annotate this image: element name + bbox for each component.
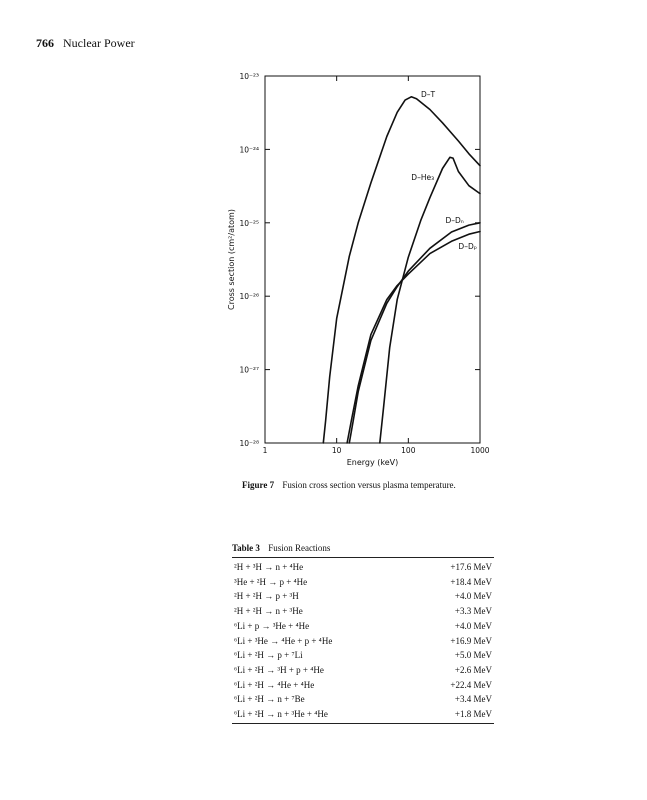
energy-cell: +16.9 MeV [450,635,492,646]
energy-cell: +5.0 MeV [454,650,492,661]
energy-cell: +18.4 MeV [450,576,492,587]
table-row [232,634,494,649]
table-title-text: Fusion Reactions [268,543,331,553]
figure-caption-text: Fusion cross section versus plasma temperature. [282,480,456,490]
reaction-cell: ⁶Li + ²H → n + ³He + ⁴He [234,709,328,720]
table-row [232,604,494,619]
y-tick-label: 10⁻²⁵ [239,218,259,228]
reaction-cell: ⁶Li + ³He → ⁴He + p + ⁴He [234,635,333,646]
reaction-cell: ⁶Li + ²H → p + ⁷Li [234,650,303,661]
table-row [232,560,494,575]
table-row [232,678,494,693]
energy-cell: +4.0 MeV [454,620,492,631]
reaction-cell: ²H + ²H → n + ³He [234,606,303,617]
table-row [232,648,494,663]
table-bottom-rule [232,723,494,724]
figure-number: Figure 7 [242,480,275,490]
reaction-cell: ²H + ³H → n + ⁴He [234,562,304,572]
reaction-cell: ⁶Li + p → ³He + ⁴He [234,620,310,631]
x-axis-title: Energy (keV) [346,458,399,467]
series-label: D–T [420,89,436,99]
energy-cell: +2.6 MeV [454,664,492,675]
energy-cell: +22.4 MeV [450,679,492,690]
series-line [380,157,480,443]
y-tick-label: 10⁻²⁶ [239,292,259,302]
series-line [347,232,480,444]
y-tick-label: 10⁻²⁴ [239,145,259,155]
table-row [232,589,494,604]
series-line [323,97,480,443]
series-label: D–Dₚ [458,241,477,251]
table-row [232,663,494,678]
y-axis-title: Cross section (cm²/atom) [227,209,236,310]
x-tick-label: 10 [331,446,342,455]
reaction-cell: ⁶Li + ²H → ⁴He + ⁴He [234,679,315,690]
table-row [232,575,494,590]
reaction-cell: ³He + ²H → p + ⁴He [234,576,308,587]
fusion-reactions-table [232,560,494,722]
x-tick-label: 100 [401,446,416,455]
energy-cell: +3.4 MeV [454,694,492,705]
table-top-rule [232,557,494,558]
energy-cell: +4.0 MeV [454,591,492,602]
series-label: D–He₃ [411,173,435,183]
reaction-cell: ⁶Li + ²H → n + ⁷Be [234,694,305,705]
table-row [232,692,494,707]
series-label: D–Dₙ [445,215,464,225]
energy-cell: +1.8 MeV [454,709,492,720]
energy-cell: +17.6 MeV [450,562,492,572]
energy-cell: +3.3 MeV [454,606,492,617]
y-tick-label: 10⁻²³ [239,72,259,81]
y-tick-label: 10⁻²⁷ [239,365,259,375]
series-line [349,223,480,443]
reaction-cell: ⁶Li + ²H → ³H + p + ⁴He [234,664,324,675]
page-number: 766 [36,36,54,50]
y-tick-label: 10⁻²⁸ [239,439,259,448]
figure-caption [242,480,456,490]
table-row [232,707,494,722]
x-tick-label: 1 [262,446,268,455]
table-row [232,619,494,634]
plot-frame [265,76,480,443]
reaction-cell: ²H + ²H → p + ³H [234,591,299,602]
table-title [232,543,330,553]
running-title: Nuclear Power [63,36,135,50]
x-tick-label: 1000 [470,446,490,455]
table-number: Table 3 [232,543,260,553]
